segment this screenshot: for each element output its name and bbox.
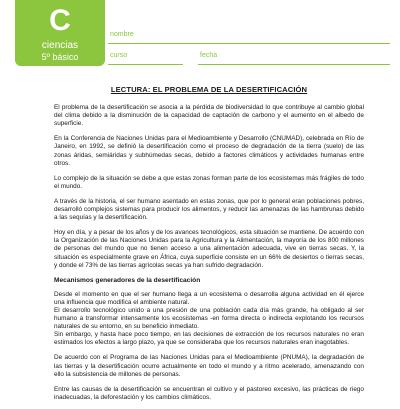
subject-letter: C <box>49 4 71 37</box>
subject-badge <box>15 0 105 66</box>
paragraph: El desarrollo tecnológico unido a una presión de una población cada día más grande, ha obligado al ser humano a transformar intensamente los ecosistemas -en forma directa o indirecta explotando los recursos naturales de su entorno, en su beneficio inmediato. <box>54 306 364 331</box>
fecha-field[interactable] <box>198 64 390 65</box>
curso-label: curso <box>110 52 128 59</box>
grade-level: 5º básico <box>41 52 79 62</box>
paragraph: Hoy en día, y a pesar de los años y de los avances tecnológicos, esta situación se mantiene. De acuerdo con la Organización de las Naciones Unidas para la Agricultura y la Alimentación, la mayoría de los 800 millones de personas del mundo que no tienen acceso a una alimentación adecuada, vive en tierras secas. Y, la situación es especialmente grave en África, cuya superficie consiste en un 66% de desiertos o tierras secas, y donde el 73% de las tierras agrícolas secas ya han sufrido degradación. <box>54 229 364 269</box>
subject-name: ciencias <box>41 40 79 51</box>
nombre-field[interactable] <box>108 43 390 44</box>
paragraph: Lo complejo de la situación se debe a que estas zonas forman parte de los ecosistemas más frágiles de todo el mundo. <box>54 174 364 190</box>
curso-field[interactable] <box>108 64 183 65</box>
paragraph: Sin embargo, y hasta hace poco tiempo, en las decisiones de extracción de los recursos naturales no eran estimados los efectos a largo plazo, ya que se consideraba que los recursos naturales eran inagotables. <box>54 331 364 347</box>
reading-title: LECTURA: EL PROBLEMA DE LA DESERTIFICACIÓN <box>110 85 308 94</box>
paragraph: De acuerdo con el Programa de las Naciones Unidas para el Medioambiente (PNUMA), la degradación de las tierras y la desertificación ocurre actualmente en todo el mundo y a ritmo acelerado, amenazando con ello la subsistencia de millones de personas. <box>54 354 364 378</box>
section-heading: Mecanismos generadores de la desertificación <box>54 276 201 284</box>
paragraph: Entre las causas de la desertificación se encuentran el cultivo y el pastoreo excesivo, las prácticas de riego inadecuadas, la deforestación y los cambios climáticos. <box>54 385 364 401</box>
paragraph: Desde el momento en que el ser humano llega a un ecosistema o desarrolla alguna actividad en él ejerce una influencia que modifica el ambiente natural. <box>54 290 364 306</box>
nombre-label: nombre <box>110 31 134 38</box>
fecha-label: fecha <box>200 52 218 59</box>
paragraph: A través de la historia, el ser humano asentado en estas zonas, que por lo general eran poblaciones pobres, desarrolló complejos sistemas para producir los alimentos, y reducir las amenazas de las hambrunas debido a las sequías y la desertificación. <box>54 197 364 222</box>
paragraph: En la Conferencia de Naciones Unidas para el Medioambiente y Desarrollo (CNUMAD), celebrada en Río de Janeiro, en 1992, se definió la desertificación como el proceso de degradación de la tierra (suelo) de las zonas áridas, semiáridas y subhúmedas secas, debido a factores climáticos y actividades humanas entre otros. <box>54 135 364 167</box>
paragraph: El problema de la desertificación se asocia a la pérdida de biodiversidad lo que contribuye al cambio global del clima debido a la disminución de la capacidad de captación de carbono y el aumento en el albedo de superficie. <box>54 104 364 128</box>
reading-body <box>54 86 364 409</box>
